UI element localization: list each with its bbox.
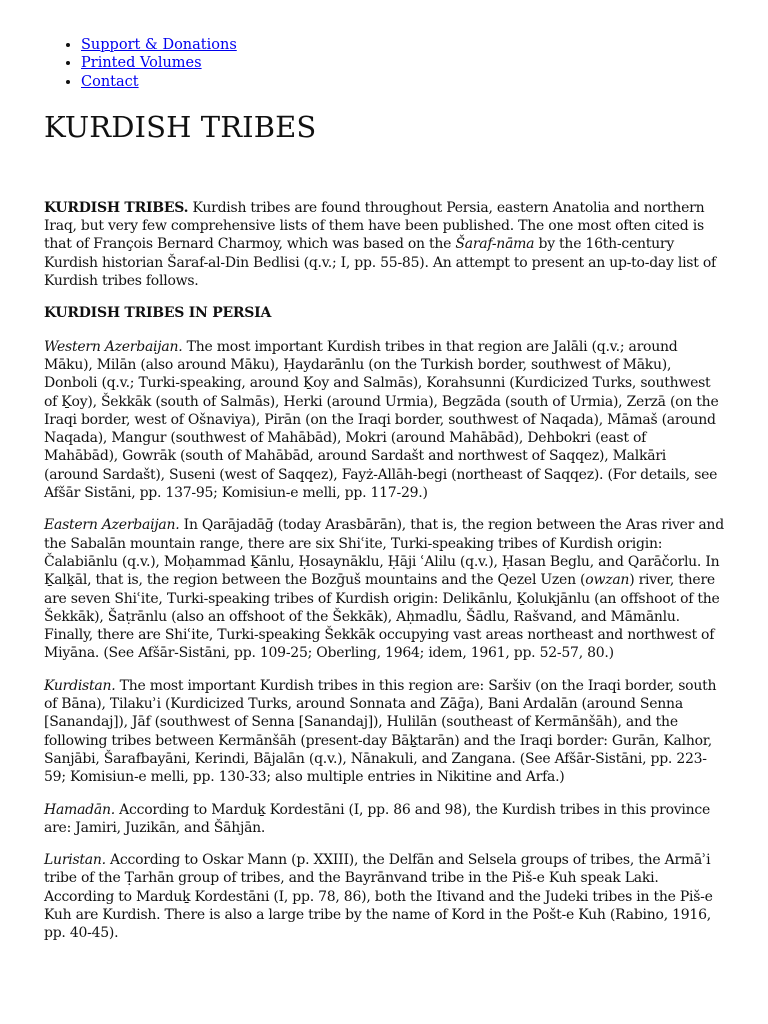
- eastern-azerbaijan-italic: owzan: [585, 572, 630, 589]
- eastern-azerbaijan-text-1: In Qarājadāḡ (today Arasbārān), that is, the region between the Aras river and the Sabalān mountain range, there are six Shiʿite, Turki-speaking tribes of Kurdish origin: Čalabiānlu (q.v.), Moḥammad Ḵānlu, Ḥosaynāklu, Ḥāji ʿAlilu (q.v.), Ḥasan Beglu, and Qarāčorlu. In Ḵalḵāl, that is, the region between the Bozḡuš mountains and the Qezel Uzen (: [44, 517, 724, 589]
- kurdistan-region: Kurdistan.: [44, 677, 116, 694]
- luristan-region: Luristan.: [44, 852, 106, 869]
- western-azerbaijan-text: The most important Kurdish tribes in that region are Jalāli (q.v.; around Māku), Milān (also around Māku), Ḥaydarānlu (on the Turkish border, southwest of Māku), Donboli (q.v.; Turki-speaking, around Ḵoy and Salmās), Korahsunni (Kurdicized Turks, southwest of Ḵoy), Šekkāk (south of Salmās), Herki (around Urmia), Begzāda (south of Urmia), Zerzā (on the Iraqi border, west of Ošnaviya), Pirān (on the Iraqi border, southwest of Naqada), Māmaš (around Naqada), Mangur (southwest of Mahābād), Mokri (around Mahābād), Dehbokri (east of Mahābād), Gowrāk (south of Mahābād, around Sardašt and northwest of Saqqez), Malkāri (around Sardašt), Suseni (west of Saqqez), Fayż-Allāh-begi (northeast of Saqqez). (For details, see Afšār Sistāni, pp. 137-95; Komisiun-e melli, pp. 117-29.): [44, 338, 719, 502]
- nav-item-printed: [81, 54, 724, 72]
- intro-paragraph: [44, 199, 724, 290]
- nav-link-printed-volumes[interactable]: Printed Volumes: [81, 55, 202, 72]
- luristan-paragraph: [44, 851, 724, 942]
- eastern-azerbaijan-paragraph: [44, 516, 724, 662]
- nav-link-contact[interactable]: Contact: [81, 73, 139, 90]
- kurdistan-paragraph: [44, 677, 724, 787]
- hamadan-text: According to Marduḵ Kordestāni (I, pp. 86 and 98), the Kurdish tribes in this province are: Jamiri, Juzikān, and Šāhjān.: [44, 801, 711, 836]
- hamadan-region: Hamadān.: [44, 801, 115, 818]
- nav-item-contact: [81, 73, 724, 91]
- intro-lead: KURDISH TRIBES.: [44, 199, 189, 216]
- western-azerbaijan-paragraph: [44, 338, 724, 503]
- article-body: [44, 199, 724, 943]
- section-heading: KURDISH TRIBES IN PERSIA: [44, 305, 272, 322]
- luristan-text: According to Oskar Mann (p. XXIII), the Delfān and Selsela groups of tribes, the Armāʾi tribe of the Ṭarhān group of tribes, and the Bayrānvand tribe in the Piš-e Kuh speak Laki. According to Marduḵ Kordestāni (I, pp. 78, 86), both the Itivand and the Judeki tribes in the Piš-e Kuh are Kurdish. There is also a large tribe by the name of Kord in the Pošt-e Kuh (Rabino, 1916, pp. 40-45).: [44, 852, 713, 942]
- nav-link-support-donations[interactable]: Support & Donations: [81, 37, 237, 53]
- nav-list: [44, 0, 724, 91]
- eastern-azerbaijan-text-2: ) river, there are seven Shiʿite, Turki-speaking tribes of Kurdish origin: Delikānlu, Ḵolukjānlu (an offshoot of the Šekkāk), Šaṭrānlu (also an offshoot of the Šekkāk), Aḥmadlu, Šādlu, Rašvand, and Māmānlu. Finally, there are Shiʿite, Turki-speaking Šekkāk occupying vast areas northeast and northwest of Miyāna. (See Afšār-Sistāni, pp. 109-25; Oberling, 1964; idem, 1961, pp. 52-57, 80.): [44, 572, 720, 662]
- hamadan-paragraph: [44, 801, 724, 838]
- western-azerbaijan-region: Western Azerbaijan.: [44, 338, 183, 355]
- nav-item-support: [81, 36, 724, 54]
- intro-italic-title: Šaraf-nāma: [455, 236, 535, 253]
- intro-text-2: by the 16th-century Kurdish historian Šaraf-al-Din Bedlisi (q.v.; I, pp. 55-85). An attempt to present an up-to-day list of Kurdish tribes follows.: [44, 236, 716, 290]
- page-title: KURDISH TRIBES: [44, 109, 317, 144]
- intro-text-1: Kurdish tribes are found throughout Persia, eastern Anatolia and northern Iraq, but very few comprehensive lists of them have been published. The one most often cited is that of François Bernard Charmoy, which was based on the: [44, 199, 705, 253]
- eastern-azerbaijan-region: Eastern Azerbaijan.: [44, 517, 180, 534]
- kurdistan-text: The most important Kurdish tribes in this region are: Saršiv (on the Iraqi border, south of Bāna), Tilakuʾi (Kurdicized Turks, around Sonnata and Zāḡa), Bani Ardalān (around Senna [Sanandaj]), Jāf (southwest of Senna [Sanandaj]), Hulilān (southeast of Kermānšāh), and the following tribes between Kermānšāh (present-day Bāḵtarān) and the Iraqi border: Gurān, Kalhor, Sanjābi, Šarafbayāni, Kerindi, Bājalān (q.v.), Nānakuli, and Zangana. (See Afšār-Sistāni, pp. 223-59; Komisiun-e melli, pp. 130-33; also multiple entries in Nikitine and Arfa.): [44, 677, 717, 786]
